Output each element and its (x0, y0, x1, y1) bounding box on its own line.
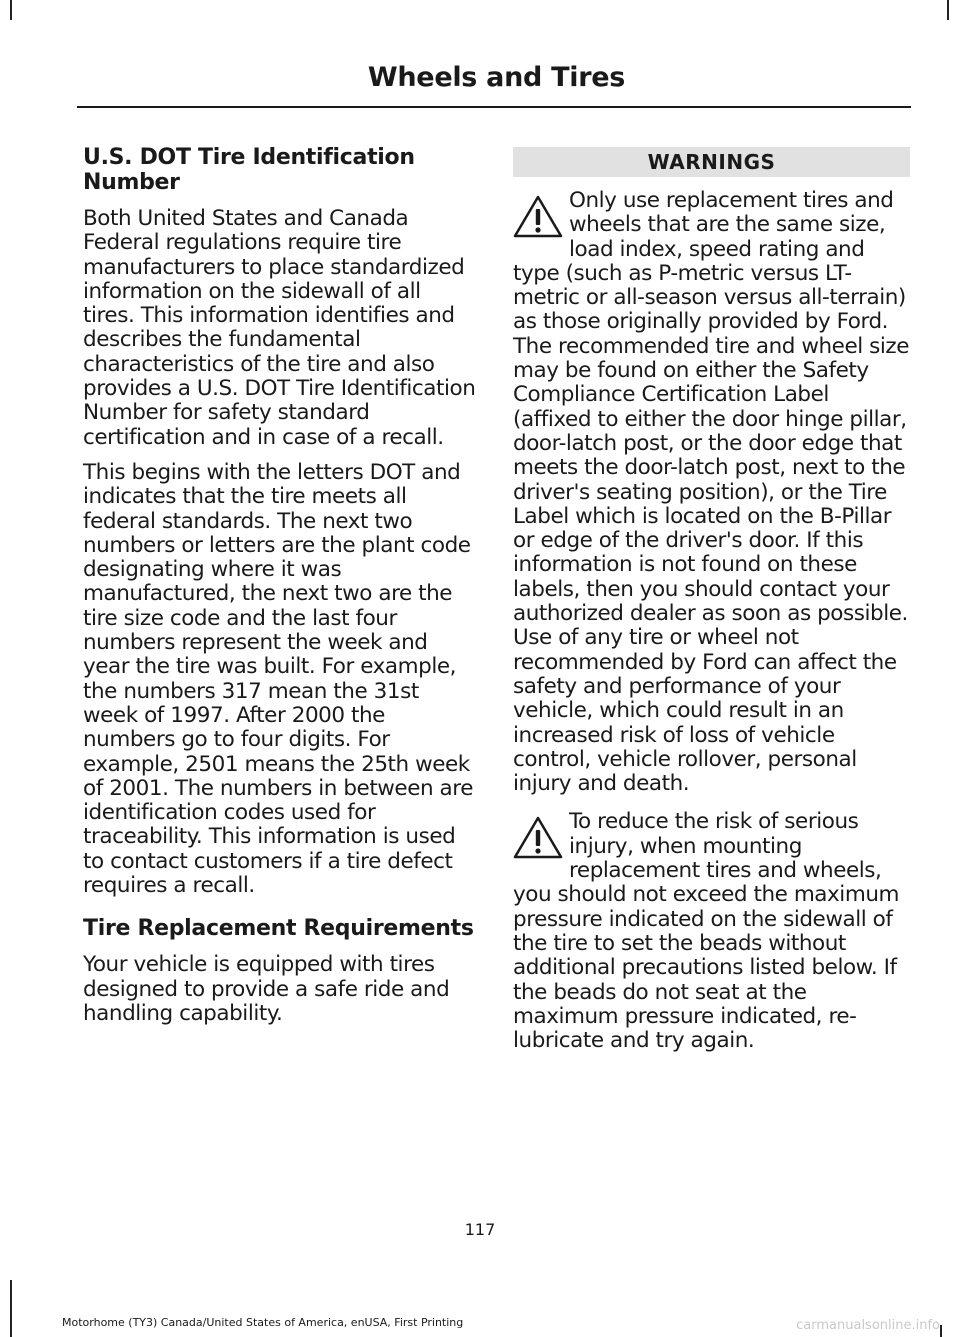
crop-mark-top-left-v (10, 0, 12, 20)
section-heading-tire-replacement: Tire Replacement Requirements (83, 916, 474, 942)
paragraph: Both United States and Canada Federal regulations require tire manufacturers to place standardized information on the sidewall of all tires. This information identifies and describes the fundamental characteristics of the tire and also provides a U.S. DOT Tire Identification Number for safety standard certification and in case of a recall. (83, 206, 476, 450)
right-column (513, 145, 910, 1063)
paragraph: This begins with the letters DOT and indicates that the tire meets all federal standards. The next two numbers or letters are the plant code designating where it was manufactured, the next two are the tire size code and the last four numbers represent the week and year the tire was built. For example, the numbers 317 mean the 31st week of 1997. After 2000 the numbers go to four digits. For example, 2501 means the 25th week of 2001. The numbers in between are identification codes used for traceability. This information is used to contact customers if a tire defect requires a recall. (83, 459, 473, 899)
footer-text: Motorhome (TY3) Canada/United States of America, enUSA, First Printing (62, 1316, 464, 1329)
header-divider (77, 106, 911, 108)
paragraph: Your vehicle is equipped with tires designed to provide a safe ride and handling capability. (83, 952, 450, 1026)
warning-item (513, 189, 910, 796)
watermark: carmanualsonline.info (796, 1318, 940, 1333)
left-column (83, 145, 478, 1037)
section-heading-dot-tire-id: U.S. DOT Tire Identification Number (83, 145, 415, 195)
crop-mark-top-right-v (947, 0, 949, 20)
warning-text: To reduce the risk of serious injury, when mounting replacement tires and wheels, you should not exceed the maximum pressure indicated on the sidewall of the tire to set the beads without additional precautions listed below. If the beads do not seat at the maximum pressure indicated, re-lubricate and try again. (513, 809, 899, 1054)
crop-mark-bottom-right-v (940, 1325, 942, 1337)
warning-text: Only use replacement tires and wheels that are the same size, load index, speed rating and type (such as P-metric versus LT-metric or all-season versus all-terrain) as those originally provided by Ford. The recommended tire and wheel size may be found on either the Safety Compliance Certification Label (affixed to either the door hinge pillar, door-latch post, or the door edge that meets the door-latch post, next to the driver's seating position), or the Tire Label which is located on the B-Pillar or edge of the driver's door. If this information is not found on these labels, then you should contact your authorized dealer as soon as possible. Use of any tire or wheel not recommended by Ford can affect the safety and performance of your vehicle, which could result in an increased risk of loss of vehicle control, vehicle rollover, personal injury and death. (513, 188, 910, 797)
warnings-heading: WARNINGS (513, 147, 910, 177)
page-header-title: Wheels and Tires (367, 62, 625, 93)
crop-mark-bottom-left-v (10, 1280, 12, 1337)
warning-triangle-icon (513, 195, 563, 239)
warning-triangle-icon (513, 816, 563, 860)
page-number: 117 (464, 1220, 496, 1239)
warning-item (513, 810, 910, 1053)
